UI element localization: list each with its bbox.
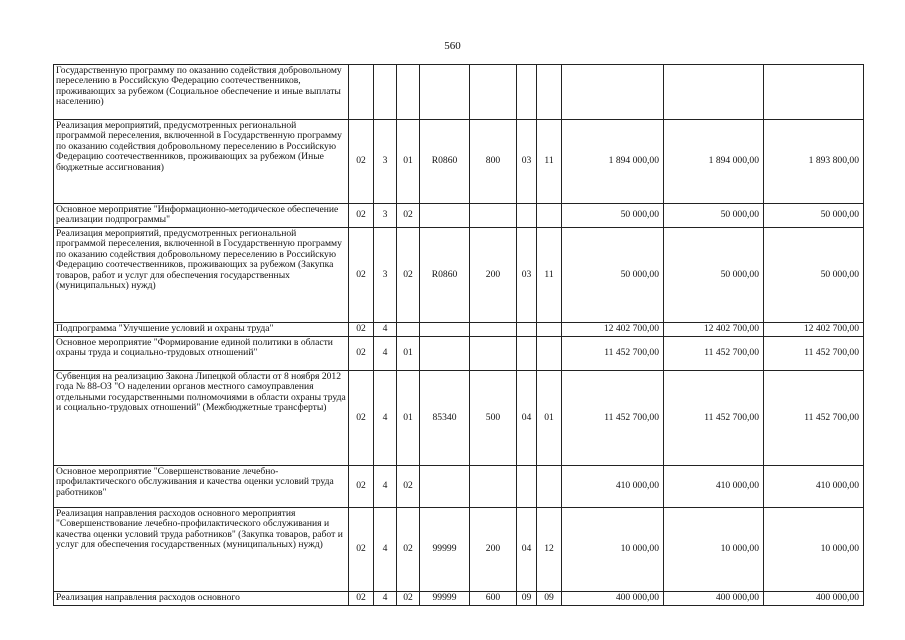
code-cell: 4 bbox=[374, 508, 397, 592]
code-cell bbox=[517, 337, 537, 371]
amount-cell: 12 402 700,00 bbox=[664, 323, 764, 337]
table-row bbox=[54, 371, 864, 466]
code-cell: 800 bbox=[470, 120, 517, 204]
code-cell bbox=[374, 65, 397, 120]
code-cell: 4 bbox=[374, 371, 397, 466]
amount-cell: 50 000,00 bbox=[664, 204, 764, 228]
table-row bbox=[54, 65, 864, 120]
code-cell: 200 bbox=[470, 228, 517, 323]
row-description: Реализация мероприятий, предусмотренных региональной программой переселения, включенной в Государственную программу по оказанию содействия добровольному переселению в Российскую Федерацию соотечественников, проживающих за рубежом (Иные бюджетные ассигнования) bbox=[54, 120, 349, 204]
code-cell bbox=[517, 323, 537, 337]
code-cell bbox=[470, 65, 517, 120]
table-row bbox=[54, 592, 864, 606]
code-cell: 02 bbox=[349, 337, 374, 371]
code-cell: 02 bbox=[349, 508, 374, 592]
amount-cell: 10 000,00 bbox=[764, 508, 864, 592]
code-cell bbox=[537, 65, 562, 120]
amount-cell: 11 452 700,00 bbox=[562, 337, 664, 371]
table-row bbox=[54, 323, 864, 337]
row-description: Реализация направления расходов основного мероприятия "Совершенствование лечебно-профилактического обслуживания и качества оценки условий труда работников" (Закупка товаров, работ и услуг для обеспечения государственных (муниципальных) нужд) bbox=[54, 508, 349, 592]
code-cell: 09 bbox=[537, 592, 562, 606]
code-cell: 02 bbox=[349, 323, 374, 337]
budget-table bbox=[53, 64, 864, 606]
amount-cell: 11 452 700,00 bbox=[764, 337, 864, 371]
code-cell bbox=[397, 323, 420, 337]
amount-cell: 12 402 700,00 bbox=[764, 323, 864, 337]
code-cell: 09 bbox=[517, 592, 537, 606]
code-cell: 01 bbox=[537, 371, 562, 466]
table-row bbox=[54, 120, 864, 204]
row-description: Подпрограмма "Улучшение условий и охраны труда" bbox=[54, 323, 349, 337]
amount-cell: 400 000,00 bbox=[664, 592, 764, 606]
amount-cell: 1 894 000,00 bbox=[562, 120, 664, 204]
code-cell bbox=[420, 323, 470, 337]
table-row bbox=[54, 508, 864, 592]
row-description: Субвенция на реализацию Закона Липецкой области от 8 ноября 2012 года № 88-ОЗ "О наделении органов местного самоуправления отдельными государственными полномочиями в области охраны труда и социально-трудовых отношений" (Межбюджетные трансферты) bbox=[54, 371, 349, 466]
code-cell: 02 bbox=[349, 204, 374, 228]
code-cell: 02 bbox=[397, 508, 420, 592]
code-cell: 85340 bbox=[420, 371, 470, 466]
code-cell: 99999 bbox=[420, 592, 470, 606]
amount-cell: 50 000,00 bbox=[664, 228, 764, 323]
amount-cell bbox=[664, 65, 764, 120]
code-cell: 3 bbox=[374, 228, 397, 323]
row-description: Реализация мероприятий, предусмотренных региональной программой переселения, включенной в Государственную программу по оказанию содействия добровольному переселению в Российскую Федерацию соотечественников, проживающих за рубежом (Закупка товаров, работ и услуг для обеспечения государственных (муниципальных) нужд) bbox=[54, 228, 349, 323]
amount-cell: 50 000,00 bbox=[562, 228, 664, 323]
code-cell: 3 bbox=[374, 204, 397, 228]
code-cell: 02 bbox=[397, 592, 420, 606]
code-cell: 02 bbox=[349, 592, 374, 606]
amount-cell: 12 402 700,00 bbox=[562, 323, 664, 337]
code-cell bbox=[470, 204, 517, 228]
amount-cell: 50 000,00 bbox=[764, 228, 864, 323]
code-cell: 200 bbox=[470, 508, 517, 592]
code-cell: R0860 bbox=[420, 120, 470, 204]
code-cell bbox=[517, 204, 537, 228]
code-cell: 4 bbox=[374, 592, 397, 606]
page-number: 560 bbox=[444, 40, 461, 52]
code-cell bbox=[470, 337, 517, 371]
code-cell bbox=[537, 204, 562, 228]
code-cell bbox=[349, 65, 374, 120]
amount-cell: 11 452 700,00 bbox=[664, 337, 764, 371]
code-cell: 4 bbox=[374, 466, 397, 508]
row-description: Основное мероприятие "Информационно-методическое обеспечение реализации подпрограммы" bbox=[54, 204, 349, 228]
table-row bbox=[54, 337, 864, 371]
code-cell: 4 bbox=[374, 323, 397, 337]
code-cell: 02 bbox=[349, 371, 374, 466]
code-cell bbox=[420, 65, 470, 120]
code-cell: 01 bbox=[397, 337, 420, 371]
row-description: Государственную программу по оказанию содействия добровольному переселению в Российскую Федерацию соотечественников, проживающих за рубежом (Социальное обеспечение и иные выплаты населению) bbox=[54, 65, 349, 120]
code-cell bbox=[537, 323, 562, 337]
code-cell: 02 bbox=[349, 466, 374, 508]
table-row bbox=[54, 204, 864, 228]
code-cell bbox=[517, 466, 537, 508]
code-cell bbox=[420, 204, 470, 228]
code-cell: 01 bbox=[397, 371, 420, 466]
code-cell bbox=[420, 466, 470, 508]
table-row bbox=[54, 466, 864, 508]
table-row bbox=[54, 228, 864, 323]
row-description: Реализация направления расходов основного bbox=[54, 592, 349, 606]
code-cell: 02 bbox=[397, 228, 420, 323]
amount-cell: 11 452 700,00 bbox=[764, 371, 864, 466]
code-cell bbox=[420, 337, 470, 371]
code-cell bbox=[397, 65, 420, 120]
amount-cell: 50 000,00 bbox=[562, 204, 664, 228]
amount-cell: 410 000,00 bbox=[764, 466, 864, 508]
amount-cell bbox=[764, 65, 864, 120]
code-cell: 04 bbox=[517, 508, 537, 592]
amount-cell: 10 000,00 bbox=[664, 508, 764, 592]
code-cell: 02 bbox=[349, 120, 374, 204]
code-cell: 600 bbox=[470, 592, 517, 606]
amount-cell: 11 452 700,00 bbox=[664, 371, 764, 466]
code-cell: 3 bbox=[374, 120, 397, 204]
code-cell: 02 bbox=[397, 204, 420, 228]
code-cell: 99999 bbox=[420, 508, 470, 592]
amount-cell: 1 894 000,00 bbox=[664, 120, 764, 204]
code-cell: 03 bbox=[517, 120, 537, 204]
amount-cell: 50 000,00 bbox=[764, 204, 864, 228]
code-cell bbox=[517, 65, 537, 120]
code-cell: 02 bbox=[349, 228, 374, 323]
amount-cell: 400 000,00 bbox=[764, 592, 864, 606]
amount-cell: 11 452 700,00 bbox=[562, 371, 664, 466]
amount-cell bbox=[562, 65, 664, 120]
code-cell: 04 bbox=[517, 371, 537, 466]
code-cell: 4 bbox=[374, 337, 397, 371]
code-cell: R0860 bbox=[420, 228, 470, 323]
amount-cell: 1 893 800,00 bbox=[764, 120, 864, 204]
code-cell: 03 bbox=[517, 228, 537, 323]
code-cell bbox=[537, 466, 562, 508]
code-cell bbox=[470, 466, 517, 508]
amount-cell: 400 000,00 bbox=[562, 592, 664, 606]
amount-cell: 410 000,00 bbox=[562, 466, 664, 508]
code-cell: 01 bbox=[397, 120, 420, 204]
code-cell: 11 bbox=[537, 228, 562, 323]
code-cell: 12 bbox=[537, 508, 562, 592]
code-cell bbox=[470, 323, 517, 337]
code-cell: 02 bbox=[397, 466, 420, 508]
code-cell: 11 bbox=[537, 120, 562, 204]
code-cell: 500 bbox=[470, 371, 517, 466]
amount-cell: 410 000,00 bbox=[664, 466, 764, 508]
amount-cell: 10 000,00 bbox=[562, 508, 664, 592]
row-description: Основное мероприятие "Совершенствование лечебно-профилактического обслуживания и качества оценки условий труда работников" bbox=[54, 466, 349, 508]
code-cell bbox=[537, 337, 562, 371]
row-description: Основное мероприятие "Формирование единой политики в области охраны труда и социально-трудовых отношений" bbox=[54, 337, 349, 371]
